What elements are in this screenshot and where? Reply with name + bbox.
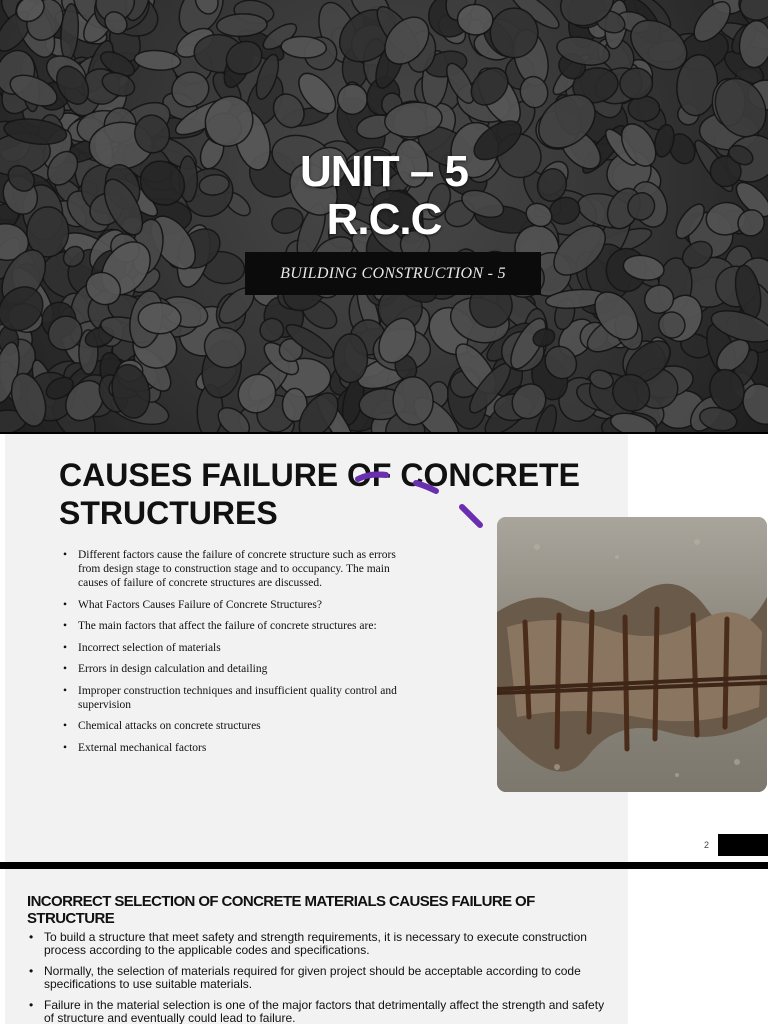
damaged-concrete-photo: [497, 517, 767, 792]
list-item: • What Factors Causes Failure of Concrete Structures?: [61, 598, 406, 612]
list-item: • External mechanical factors: [61, 741, 406, 755]
list-item: • To build a structure that meet safety and strength requirements, it is necessary to execute construction process according to the applicable codes and specifications.: [27, 931, 617, 957]
list-item: • Failure in the material selection is one of the major factors that detrimentally affect the strength and safety of structure and eventually could lead to failure.: [27, 999, 617, 1024]
slide-number-bar: [718, 834, 768, 856]
causes-slide-title: CAUSES FAILURE OF CONCRETE STRUCTURES: [59, 457, 580, 531]
slide-title: [0, 148, 768, 244]
ink-annotation: [340, 455, 490, 535]
title-slide: [0, 0, 768, 432]
unit-title: UNIT – 5: [299, 147, 469, 196]
subtitle-box: [245, 252, 541, 295]
rcc-title: R.C.C: [326, 195, 442, 244]
causes-bullet-list: [61, 548, 406, 762]
list-item: • Chemical attacks on concrete structures: [61, 719, 406, 733]
slide-right-margin: [628, 869, 768, 1024]
materials-slide-title: INCORRECT SELECTION OF CONCRETE MATERIALS CAUSES FAILURE OF STRUCTURE: [27, 893, 535, 927]
list-item: • Errors in design calculation and detailing: [61, 662, 406, 676]
slide-divider: [0, 862, 628, 869]
subtitle-text: BUILDING CONSTRUCTION - 5: [280, 264, 506, 282]
list-item: • Incorrect selection of materials: [61, 641, 406, 655]
list-item: • The main factors that affect the failure of concrete structures are:: [61, 619, 406, 633]
list-item: • Normally, the selection of materials required for given project should be acceptable according to code specifications to use suitable materials.: [27, 965, 617, 991]
materials-bullet-list: [27, 931, 617, 1024]
materials-slide: [0, 869, 628, 1024]
slide-number: 2: [704, 840, 710, 850]
list-item: • Different factors cause the failure of concrete structure such as errors from design stage to construction stage and to occupancy. The main causes of failure of concrete structures are discussed.: [61, 548, 406, 590]
list-item: • Improper construction techniques and insufficient quality control and supervision: [61, 684, 406, 712]
